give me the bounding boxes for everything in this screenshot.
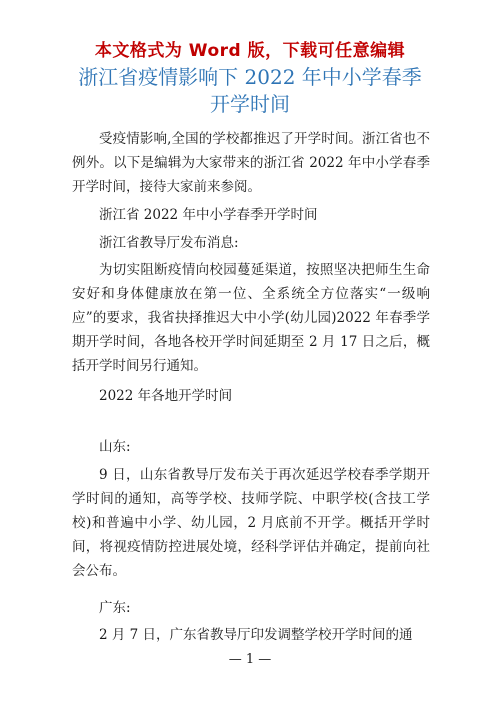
page-number: — 1 — <box>228 652 272 667</box>
guangdong-paragraph: 2 月 7 日，广东省教导厅印发调整学校开学时间的通 <box>99 627 413 643</box>
intro-paragraph: 受疫情影响,全国的学校都推迟了开学时间。浙江省也不例外。以下是编辑为大家带来的浙江省 2022 年中小学春季开学时间，接待大家前来参阅。 <box>72 131 430 195</box>
word-format-banner: 本文格式为 Word 版，下载可任意编辑 <box>94 41 406 61</box>
notice-paragraph: 为切实阻断疫情向校园蔓延渠道，按照坚决把师生生命安好和身体健康放在第一位、全系统全方位落实“一级响应”的要求，我省抉择推迟大中小学(幼儿园)2022 年春季学期开学时间，各地各校开学时间延期至 2 月 17 日之后，概括开学时间另行通知。 <box>72 262 430 374</box>
section-heading-announcement: 浙江省教导厅发布消息: <box>99 235 239 251</box>
section-heading-regions: 2022 年各地开学时间 <box>99 388 233 404</box>
region-label-shandong: 山东: <box>99 439 131 455</box>
region-label-guangdong: 广东: <box>99 600 131 616</box>
shandong-paragraph: 9 日，山东省教导厅发布关于再次延迟学校春季学期开学时间的通知，高等学校、技师学院、中职学校(含技工学校)和普遍中小学、幼儿园，2 月底前不开学。概括开学时间，将视疫情防控进展处境，经科学评估并确定，提前向社会公布。 <box>72 467 430 579</box>
section-heading-schedule: 浙江省 2022 年中小学春季开学时间 <box>99 207 318 223</box>
document-title: 浙江省疫情影响下 2022 年中小学春季开学时间 <box>78 65 422 116</box>
